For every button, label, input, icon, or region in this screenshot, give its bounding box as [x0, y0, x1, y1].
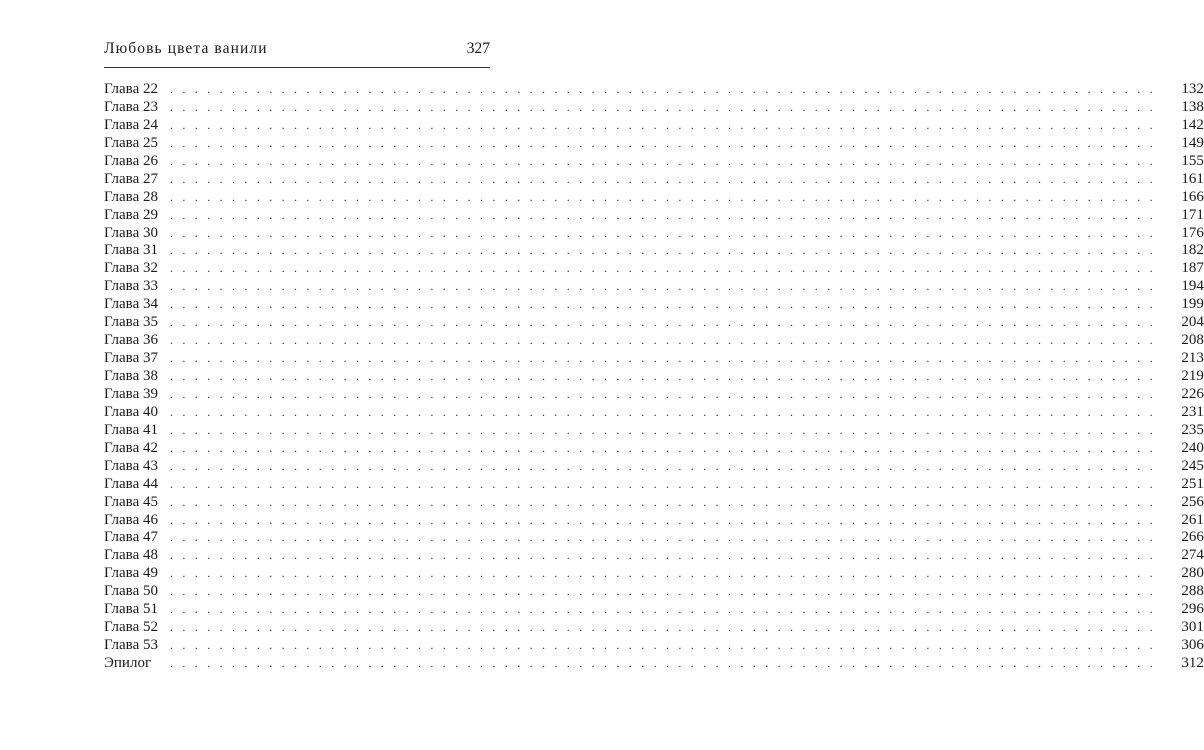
dot-leader: . . . . . . . . . . . . . . . . . . . . . . . . . . . . . . . . . . . . . . . . . . . . . . . . . . . . . . . . . . . . . . . . . . . . . . . . . . . . . . . . [170, 315, 1156, 330]
running-header [104, 38, 490, 66]
dot-leader: . . . . . . . . . . . . . . . . . . . . . . . . . . . . . . . . . . . . . . . . . . . . . . . . . . . . . . . . . . . . . . . . . . . . . . . . . . . . . . . . [170, 476, 1156, 491]
toc-entry-label: Глава 44 [104, 475, 158, 492]
toc-entry [104, 314, 1204, 332]
toc-entry-page: 256 [1181, 493, 1204, 510]
toc-entry-page: 274 [1181, 547, 1204, 564]
toc-entry [104, 439, 1204, 458]
toc-entry-label: Глава 29 [104, 206, 158, 223]
toc-entry-label: Глава 26 [104, 152, 158, 169]
dot-leader: . . . . . . . . . . . . . . . . . . . . . . . . . . . . . . . . . . . . . . . . . . . . . . . . . . . . . . . . . . . . . . . . . . . . . . . . . . . . . . . . [170, 243, 1156, 258]
toc-entry-label: Глава 35 [104, 314, 158, 331]
dot-leader: . . . . . . . . . . . . . . . . . . . . . . . . . . . . . . . . . . . . . . . . . . . . . . . . . . . . . . . . . . . . . . . . . . . . . . . . . . . . . . . . [170, 279, 1156, 294]
dot-leader: . . . . . . . . . . . . . . . . . . . . . . . . . . . . . . . . . . . . . . . . . . . . . . . . . . . . . . . . . . . . . . . . . . . . . . . . . . . . . . . . [170, 566, 1156, 581]
dot-leader: . . . . . . . . . . . . . . . . . . . . . . . . . . . . . . . . . . . . . . . . . . . . . . . . . . . . . . . . . . . . . . . . . . . . . . . . . . . . . . . . [170, 656, 1156, 670]
toc-entry [104, 547, 1204, 565]
toc-entry [104, 619, 1204, 637]
toc-entry [104, 421, 1204, 440]
toc-entry [104, 511, 1204, 530]
toc-entry-label: Глава 33 [104, 278, 158, 295]
toc-entry [104, 242, 1204, 260]
toc-entry-page: 213 [1181, 350, 1204, 367]
toc-entry-page: 226 [1181, 385, 1204, 402]
toc-entry-page: 301 [1181, 619, 1204, 636]
toc-entry-page: 240 [1181, 439, 1204, 456]
toc-entry-label: Глава 38 [104, 368, 158, 384]
toc-entry-page: 306 [1181, 637, 1204, 654]
toc-entry [104, 98, 1204, 117]
toc-entry-page: 251 [1181, 475, 1204, 492]
toc-entry-label: Глава 45 [104, 493, 158, 510]
dot-leader: . . . . . . . . . . . . . . . . . . . . . . . . . . . . . . . . . . . . . . . . . . . . . . . . . . . . . . . . . . . . . . . . . . . . . . . . . . . . . . . . [170, 422, 1156, 437]
dot-leader: . . . . . . . . . . . . . . . . . . . . . . . . . . . . . . . . . . . . . . . . . . . . . . . . . . . . . . . . . . . . . . . . . . . . . . . . . . . . . . . . [170, 602, 1156, 617]
dot-leader: . . . . . . . . . . . . . . . . . . . . . . . . . . . . . . . . . . . . . . . . . . . . . . . . . . . . . . . . . . . . . . . . . . . . . . . . . . . . . . . . [170, 207, 1156, 222]
dot-leader: . . . . . . . . . . . . . . . . . . . . . . . . . . . . . . . . . . . . . . . . . . . . . . . . . . . . . . . . . . . . . . . . . . . . . . . . . . . . . . . . [170, 117, 1156, 132]
dot-leader: . . . . . . . . . . . . . . . . . . . . . . . . . . . . . . . . . . . . . . . . . . . . . . . . . . . . . . . . . . . . . . . . . . . . . . . . . . . . . . . . [170, 261, 1156, 276]
toc-entry-label: Глава 49 [104, 565, 158, 582]
toc-entry-page: 138 [1181, 98, 1204, 115]
toc-entry [104, 368, 1204, 386]
toc-entry-page: 204 [1181, 314, 1204, 331]
toc-entry-label: Глава 28 [104, 188, 158, 205]
dot-leader: . . . . . . . . . . . . . . . . . . . . . . . . . . . . . . . . . . . . . . . . . . . . . . . . . . . . . . . . . . . . . . . . . . . . . . . . . . . . . . . . [170, 530, 1156, 545]
toc-entry-label: Глава 43 [104, 457, 158, 474]
table-of-contents [104, 81, 1204, 673]
toc-entry-page: 312 [1181, 655, 1204, 671]
dot-leader: . . . . . . . . . . . . . . . . . . . . . . . . . . . . . . . . . . . . . . . . . . . . . . . . . . . . . . . . . . . . . . . . . . . . . . . . . . . . . . . . [170, 153, 1156, 168]
toc-entry-page: 245 [1181, 457, 1204, 474]
dot-leader: . . . . . . . . . . . . . . . . . . . . . . . . . . . . . . . . . . . . . . . . . . . . . . . . . . . . . . . . . . . . . . . . . . . . . . . . . . . . . . . . [170, 351, 1156, 366]
toc-entry-page: 280 [1181, 565, 1204, 582]
running-title: Любовь цвета ванили [104, 40, 268, 57]
toc-entry-label: Глава 25 [104, 134, 158, 151]
toc-entry-page: 288 [1181, 583, 1204, 600]
toc-entry-label: Глава 27 [104, 170, 158, 187]
toc-entry-page: 261 [1181, 511, 1204, 528]
dot-leader: . . . . . . . . . . . . . . . . . . . . . . . . . . . . . . . . . . . . . . . . . . . . . . . . . . . . . . . . . . . . . . . . . . . . . . . . . . . . . . . . [170, 171, 1156, 186]
dot-leader: . . . . . . . . . . . . . . . . . . . . . . . . . . . . . . . . . . . . . . . . . . . . . . . . . . . . . . . . . . . . . . . . . . . . . . . . . . . . . . . . [170, 548, 1156, 563]
toc-entry-label: Глава 41 [104, 421, 158, 438]
toc-entry-page: 266 [1181, 529, 1204, 546]
toc-entry-label: Глава 34 [104, 296, 158, 313]
toc-entry-label: Глава 24 [104, 116, 158, 133]
toc-entry [104, 116, 1204, 135]
toc-entry [104, 637, 1204, 655]
toc-entry [104, 188, 1204, 207]
toc-entry-label: Глава 42 [104, 439, 158, 456]
toc-entry-page: 132 [1181, 81, 1204, 97]
toc-entry-page: 187 [1181, 260, 1204, 277]
dot-leader: . . . . . . . . . . . . . . . . . . . . . . . . . . . . . . . . . . . . . . . . . . . . . . . . . . . . . . . . . . . . . . . . . . . . . . . . . . . . . . . . [170, 369, 1156, 383]
toc-entry-page: 199 [1181, 296, 1204, 313]
toc-entry [104, 224, 1204, 243]
toc-entry-label: Глава 50 [104, 583, 158, 600]
dot-leader: . . . . . . . . . . . . . . . . . . . . . . . . . . . . . . . . . . . . . . . . . . . . . . . . . . . . . . . . . . . . . . . . . . . . . . . . . . . . . . . . [170, 225, 1156, 240]
toc-entry [104, 170, 1204, 189]
toc-entry-label: Глава 51 [104, 601, 158, 618]
dot-leader: . . . . . . . . . . . . . . . . . . . . . . . . . . . . . . . . . . . . . . . . . . . . . . . . . . . . . . . . . . . . . . . . . . . . . . . . . . . . . . . . [170, 135, 1156, 150]
dot-leader: . . . . . . . . . . . . . . . . . . . . . . . . . . . . . . . . . . . . . . . . . . . . . . . . . . . . . . . . . . . . . . . . . . . . . . . . . . . . . . . . [170, 189, 1156, 204]
toc-entry [104, 493, 1204, 512]
toc-entry-label: Глава 22 [104, 81, 158, 97]
toc-entry-page: 149 [1181, 134, 1204, 151]
toc-entry-page: 208 [1181, 332, 1204, 349]
page-number: 327 [466, 40, 490, 57]
toc-entry-label: Глава 30 [104, 224, 158, 241]
dot-leader: . . . . . . . . . . . . . . . . . . . . . . . . . . . . . . . . . . . . . . . . . . . . . . . . . . . . . . . . . . . . . . . . . . . . . . . . . . . . . . . . [170, 440, 1156, 455]
toc-entry-label: Глава 32 [104, 260, 158, 277]
toc-entry [104, 385, 1204, 404]
toc-entry-label: Глава 36 [104, 332, 158, 349]
toc-entry [104, 134, 1204, 153]
toc-entry [104, 655, 1204, 673]
toc-entry [104, 81, 1204, 99]
dot-leader: . . . . . . . . . . . . . . . . . . . . . . . . . . . . . . . . . . . . . . . . . . . . . . . . . . . . . . . . . . . . . . . . . . . . . . . . . . . . . . . . [170, 584, 1156, 599]
toc-entry-page: 296 [1181, 601, 1204, 618]
toc-entry-page: 235 [1181, 421, 1204, 438]
toc-entry-page: 171 [1181, 206, 1204, 223]
dot-leader: . . . . . . . . . . . . . . . . . . . . . . . . . . . . . . . . . . . . . . . . . . . . . . . . . . . . . . . . . . . . . . . . . . . . . . . . . . . . . . . . [170, 620, 1156, 635]
toc-entry-label: Глава 39 [104, 385, 158, 402]
toc-entry [104, 565, 1204, 583]
toc-entry [104, 529, 1204, 547]
dot-leader: . . . . . . . . . . . . . . . . . . . . . . . . . . . . . . . . . . . . . . . . . . . . . . . . . . . . . . . . . . . . . . . . . . . . . . . . . . . . . . . . [170, 99, 1156, 114]
dot-leader: . . . . . . . . . . . . . . . . . . . . . . . . . . . . . . . . . . . . . . . . . . . . . . . . . . . . . . . . . . . . . . . . . . . . . . . . . . . . . . . . [170, 333, 1156, 348]
toc-entry-label: Глава 52 [104, 619, 158, 636]
toc-entry-label: Глава 46 [104, 511, 158, 528]
toc-entry-label: Эпилог [104, 655, 152, 671]
dot-leader: . . . . . . . . . . . . . . . . . . . . . . . . . . . . . . . . . . . . . . . . . . . . . . . . . . . . . . . . . . . . . . . . . . . . . . . . . . . . . . . . [170, 386, 1156, 401]
toc-entry [104, 260, 1204, 278]
toc-entry-page: 176 [1181, 224, 1204, 241]
toc-entry-page: 194 [1181, 278, 1204, 295]
toc-entry-page: 166 [1181, 188, 1204, 205]
toc-entry-label: Глава 37 [104, 350, 158, 367]
toc-entry [104, 152, 1204, 171]
toc-entry-label: Глава 47 [104, 529, 158, 546]
dot-leader: . . . . . . . . . . . . . . . . . . . . . . . . . . . . . . . . . . . . . . . . . . . . . . . . . . . . . . . . . . . . . . . . . . . . . . . . . . . . . . . . [170, 404, 1156, 419]
toc-entry-label: Глава 40 [104, 403, 158, 420]
dot-leader: . . . . . . . . . . . . . . . . . . . . . . . . . . . . . . . . . . . . . . . . . . . . . . . . . . . . . . . . . . . . . . . . . . . . . . . . . . . . . . . . [170, 494, 1156, 509]
dot-leader: . . . . . . . . . . . . . . . . . . . . . . . . . . . . . . . . . . . . . . . . . . . . . . . . . . . . . . . . . . . . . . . . . . . . . . . . . . . . . . . . [170, 458, 1156, 473]
toc-entry [104, 475, 1204, 494]
toc-entry [104, 206, 1204, 225]
toc-entry-label: Глава 31 [104, 242, 158, 259]
toc-entry [104, 350, 1204, 368]
toc-entry-page: 219 [1181, 368, 1204, 384]
toc-entry-label: Глава 23 [104, 98, 158, 115]
dot-leader: . . . . . . . . . . . . . . . . . . . . . . . . . . . . . . . . . . . . . . . . . . . . . . . . . . . . . . . . . . . . . . . . . . . . . . . . . . . . . . . . [170, 297, 1156, 312]
toc-entry-page: 231 [1181, 403, 1204, 420]
toc-entry [104, 403, 1204, 422]
dot-leader: . . . . . . . . . . . . . . . . . . . . . . . . . . . . . . . . . . . . . . . . . . . . . . . . . . . . . . . . . . . . . . . . . . . . . . . . . . . . . . . . [170, 638, 1156, 653]
header-rule [104, 67, 490, 68]
toc-entry [104, 601, 1204, 619]
toc-entry-page: 155 [1181, 152, 1204, 169]
toc-entry-page: 161 [1181, 170, 1204, 187]
toc-entry [104, 457, 1204, 476]
toc-entry [104, 296, 1204, 314]
toc-entry-label: Глава 48 [104, 547, 158, 564]
toc-entry-page: 142 [1181, 116, 1204, 133]
toc-entry [104, 278, 1204, 296]
dot-leader: . . . . . . . . . . . . . . . . . . . . . . . . . . . . . . . . . . . . . . . . . . . . . . . . . . . . . . . . . . . . . . . . . . . . . . . . . . . . . . . . [170, 82, 1156, 96]
toc-entry [104, 332, 1204, 350]
dot-leader: . . . . . . . . . . . . . . . . . . . . . . . . . . . . . . . . . . . . . . . . . . . . . . . . . . . . . . . . . . . . . . . . . . . . . . . . . . . . . . . . [170, 512, 1156, 527]
toc-entry-page: 182 [1181, 242, 1204, 259]
toc-entry [104, 583, 1204, 601]
toc-entry-label: Глава 53 [104, 637, 158, 654]
